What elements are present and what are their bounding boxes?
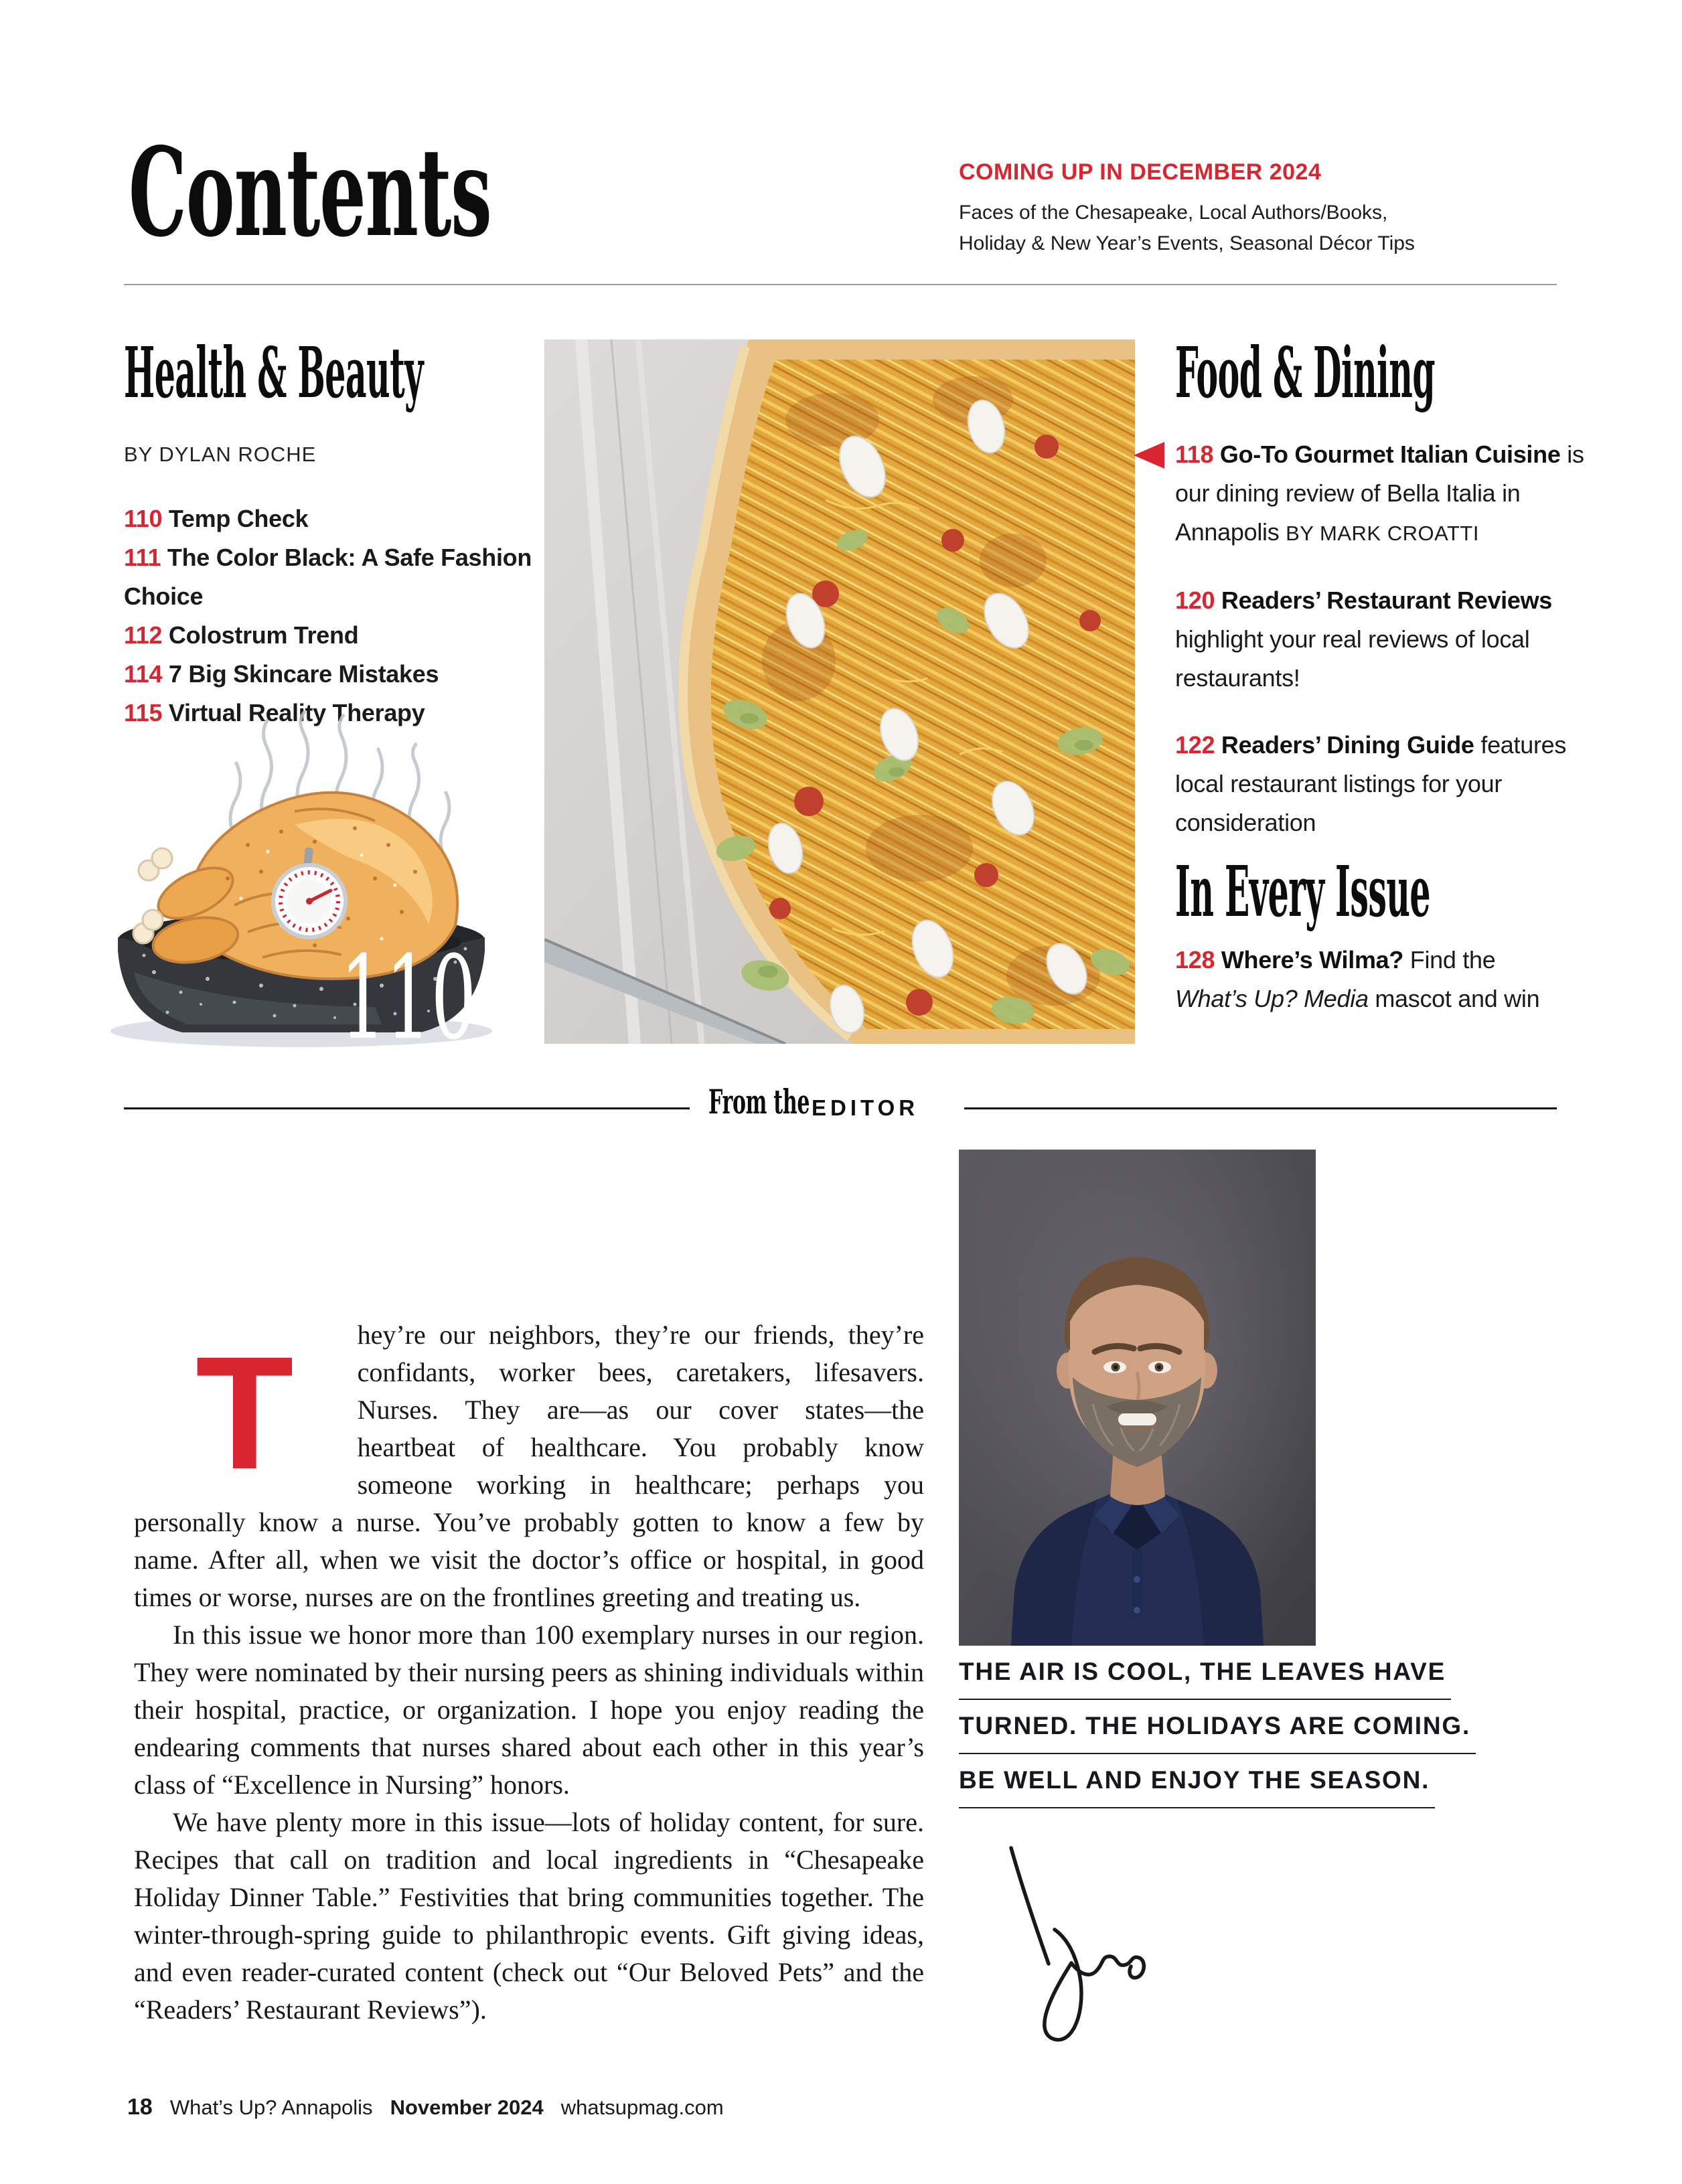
letter-paragraph: We have plenty more in this issue—lots of holiday content, for sure. Recipes that call on tradition and local ingredients in “Chesapeake Holiday Dinner Table.” Festivities that bring communities together. The winter-through-spring guide to philanthropic events. Gift giving ideas, and even reader-curated content (check out “Our Beloved Pets” and the “Readers’ Restaurant Reviews”). bbox=[134, 1807, 924, 2025]
pull-quote-line: BE WELL AND ENJOY THE SEASON. bbox=[959, 1768, 1435, 1808]
toc-item: 115 Virtual Reality Therapy bbox=[124, 699, 425, 726]
toc-item: 110 Temp Check bbox=[124, 505, 309, 532]
section-heading: Food & Dining bbox=[1175, 331, 1436, 414]
dropcap-letter: T bbox=[196, 1323, 294, 1502]
toc-entry: 128 Where’s Wilma? Find the What’s Up? Media mascot and win bbox=[1175, 946, 1540, 1012]
section-heading: In Every Issue bbox=[1175, 850, 1431, 933]
toc-item: 114 7 Big Skincare Mistakes bbox=[124, 660, 439, 688]
toc-entry: 118 Go-To Gourmet Italian Cuisine is our dining review of Bella Italia in Annapolis BY MARK CROATTI bbox=[1175, 435, 1589, 553]
footer-issue-date: November 2024 bbox=[390, 2096, 544, 2119]
divider-rule bbox=[964, 1107, 1557, 1109]
arrow-left-icon bbox=[1134, 442, 1164, 469]
page-footer bbox=[127, 2094, 724, 2120]
letter-paragraph: In this issue we honor more than 100 exemplary nurses in our region. They were nominated by their nursing peers as shining individuals within their hospital, practice, or organization. I hope you enjoy reading the endearing comments that nurses shared about each other in this year’s class of “Excellence in Nursing” honors. bbox=[134, 1620, 924, 1800]
toc-entry: 120 Readers’ Restaurant Reviews highlight your real reviews of local restaurants! bbox=[1175, 587, 1553, 692]
section-food-dining bbox=[1175, 331, 1589, 1018]
turkey-illustration-art bbox=[94, 704, 509, 1049]
coming-up-block bbox=[959, 159, 1561, 259]
divider-rule bbox=[124, 1107, 690, 1109]
editor-portrait-photo bbox=[959, 1150, 1316, 1646]
letter-paragraph: T hey’re our neighbors, they’re our friends, they’re confidants, worker bees, caretakers, lifesavers. Nurses. They are—as our cover states—the heartbeat of healthcare. You probably know someone working in healthcare; perhaps you personally know a nurse. You’ve probably gotten to know a few by name. After all, when we visit the doctor’s office or hospital, in good times or worse, nurses are on the frontlines greeting and treating us. bbox=[134, 1320, 924, 1612]
illustration-page-number: 110 bbox=[340, 931, 477, 1049]
footer-page-number: 18 bbox=[127, 2094, 153, 2120]
from-the-editor-label: EDITOR bbox=[812, 1095, 919, 1120]
editor-signature bbox=[970, 1825, 1191, 2046]
coming-up-line: Faces of the Chesapeake, Local Authors/Books, bbox=[959, 202, 1388, 224]
toc-entry: 122 Readers’ Dining Guide features local restaurant listings for your consideration bbox=[1175, 731, 1567, 836]
editor-portrait-art bbox=[959, 1150, 1316, 1646]
turkey-illustration bbox=[94, 704, 509, 1049]
header-divider bbox=[124, 284, 1557, 285]
page-title: Contents bbox=[129, 121, 491, 264]
pizza-photo bbox=[544, 339, 1135, 1044]
editor-letter bbox=[134, 1316, 924, 2029]
coming-up-line: Holiday & New Year’s Events, Seasonal Décor Tips bbox=[959, 232, 1415, 254]
pull-quote bbox=[959, 1659, 1521, 1822]
section-heading: Health & Beauty bbox=[124, 331, 424, 414]
section-byline: BY DYLAN ROCHE bbox=[124, 443, 317, 466]
coming-up-heading: COMING UP IN DECEMBER 2024 bbox=[959, 159, 1322, 185]
toc-item: 111 The Color Black: A Safe Fashion Choice bbox=[124, 544, 532, 610]
smile bbox=[1118, 1413, 1156, 1425]
section-health-beauty bbox=[124, 331, 552, 732]
pull-quote-line: THE AIR IS COOL, THE LEAVES HAVE bbox=[959, 1659, 1451, 1700]
pull-quote-line: TURNED. THE HOLIDAYS ARE COMING. bbox=[959, 1713, 1476, 1754]
editor-signature-art bbox=[970, 1825, 1191, 2046]
toc-item: 112 Colostrum Trend bbox=[124, 621, 359, 649]
footer-website: whatsupmag.com bbox=[560, 2096, 724, 2119]
footer-magazine-name: What’s Up? Annapolis bbox=[169, 2096, 373, 2119]
from-the-editor-label: From the bbox=[708, 1082, 810, 1121]
pizza-photo-art bbox=[544, 339, 1135, 1044]
